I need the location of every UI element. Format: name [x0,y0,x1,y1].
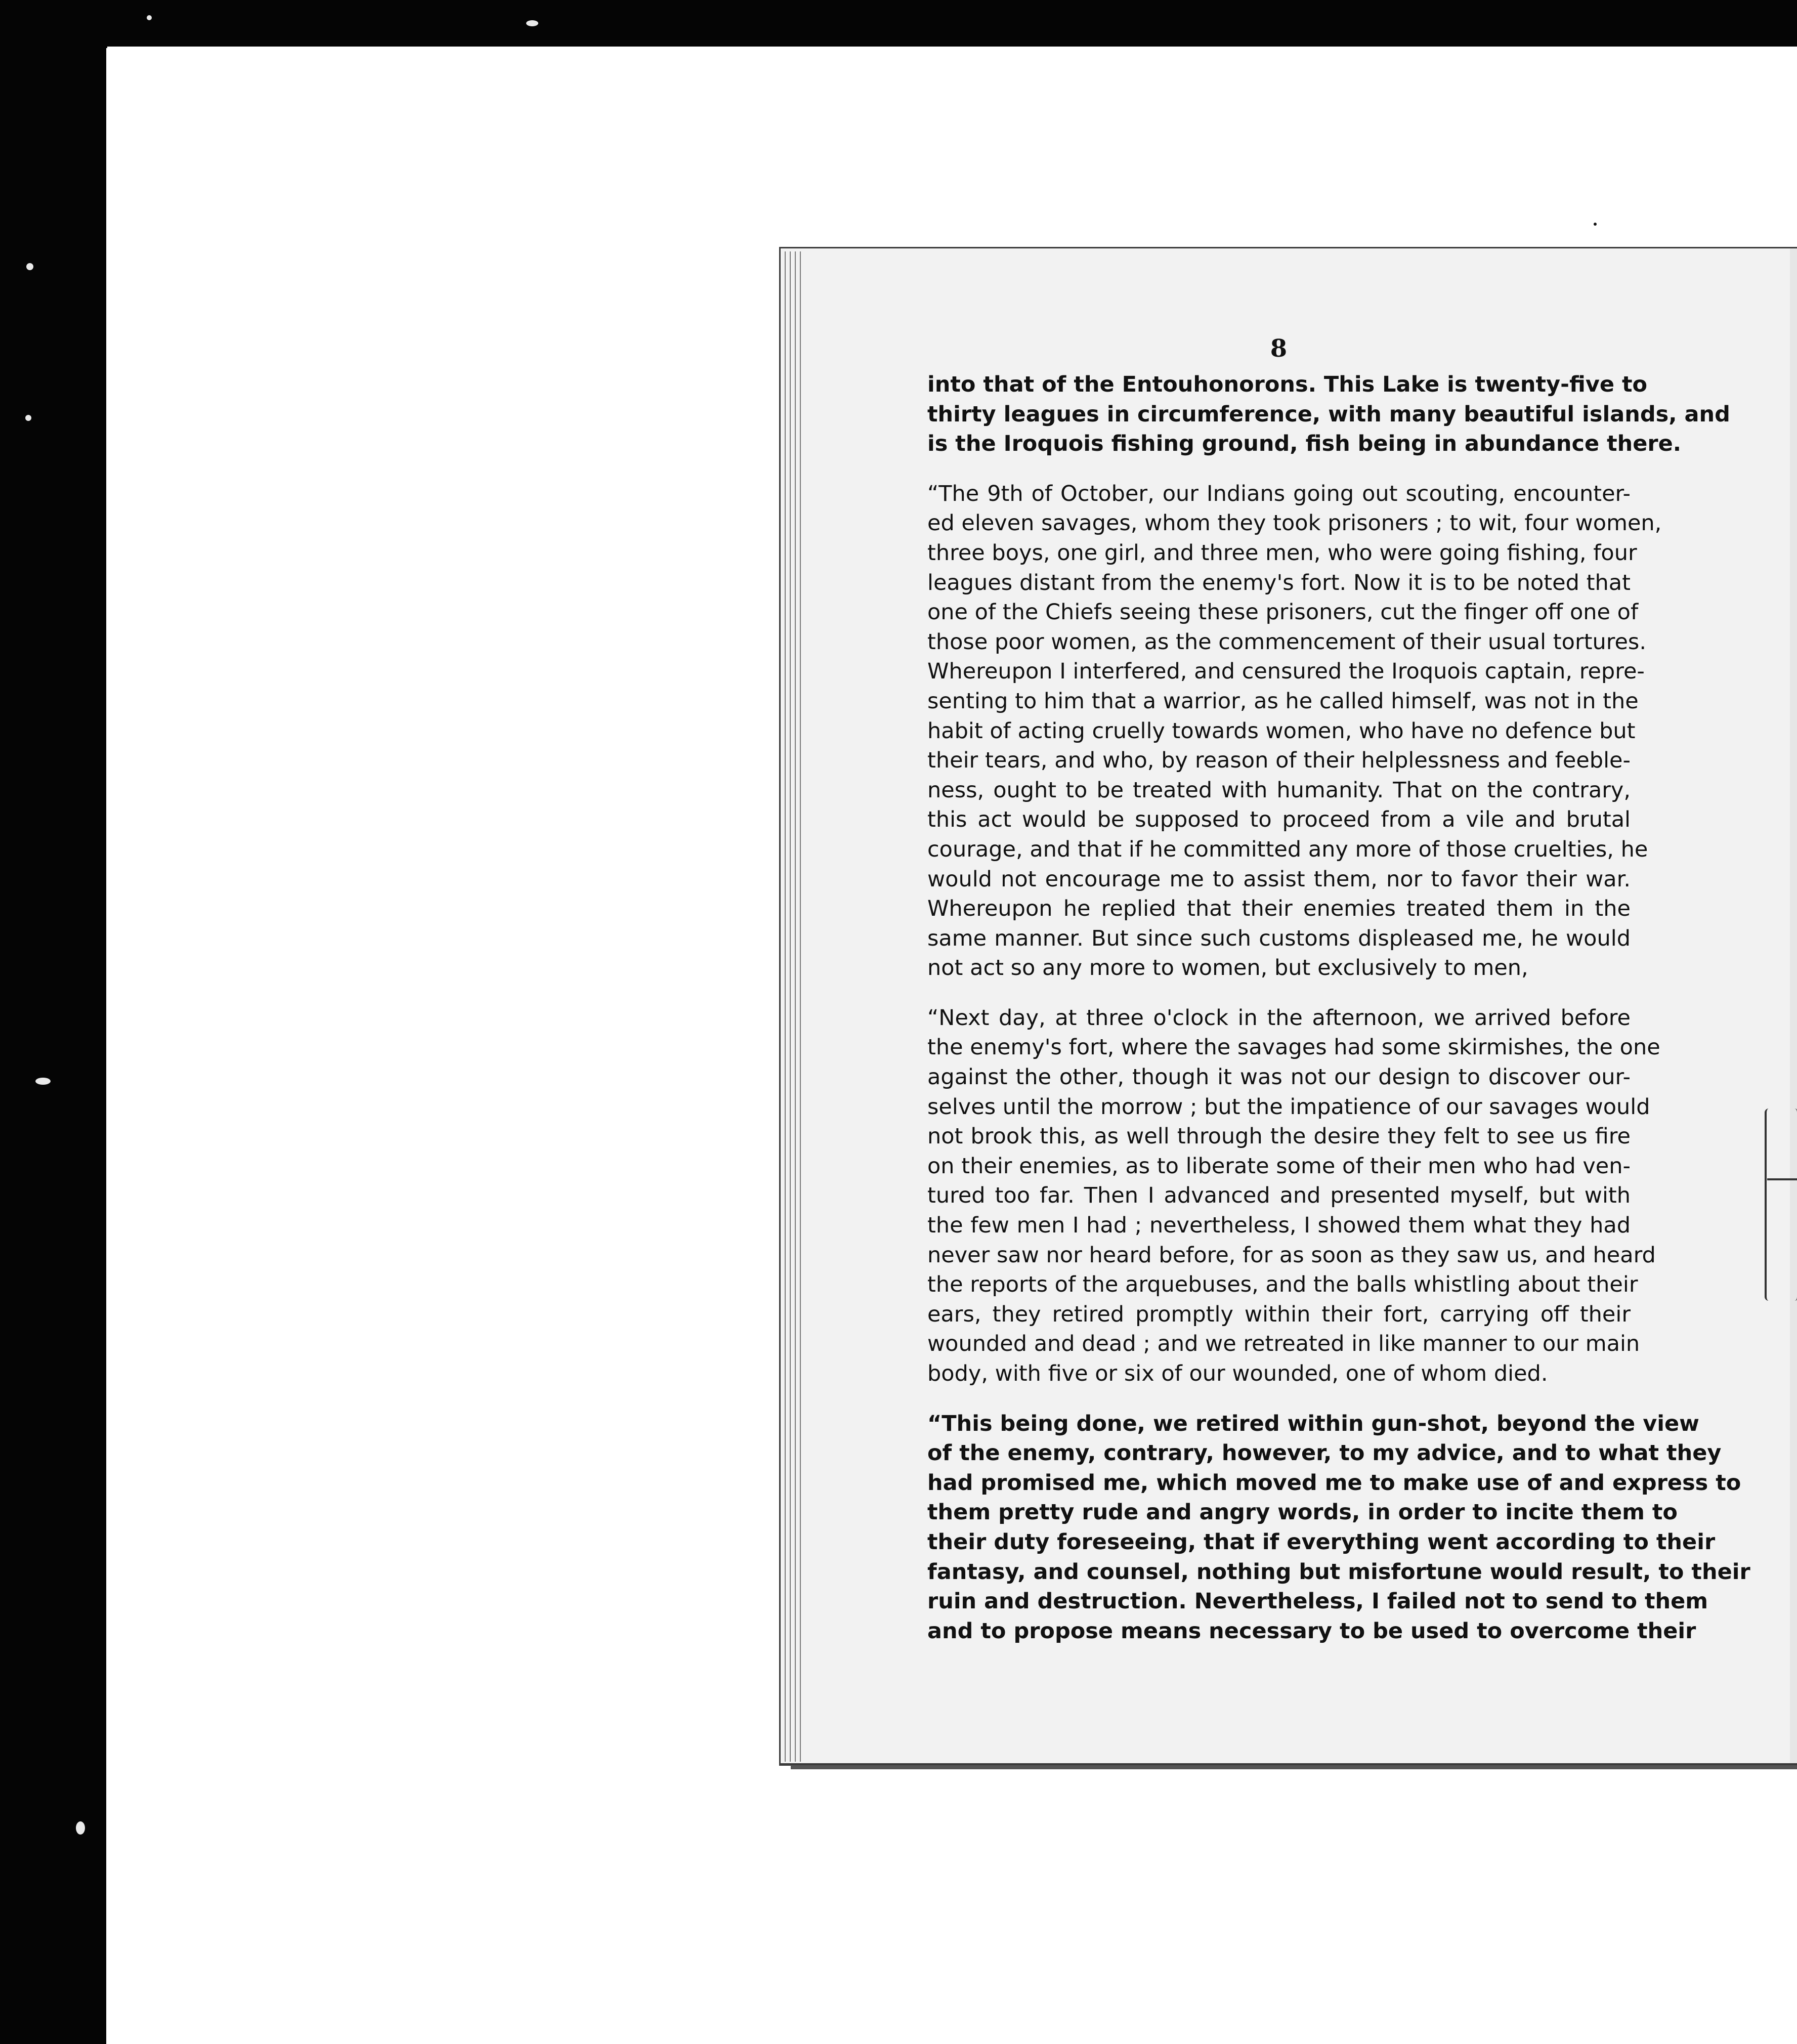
body-text [927,370,1750,1646]
paragraph-1 [927,370,1730,459]
text-line: ruin and destruction. Nevertheless, I failed not to send to them [927,1589,1708,1614]
border-speck [35,1078,51,1085]
text-line: senting to him that a warrior, as he called himself, was not in the [927,688,1639,714]
text-line: had promised me, which moved me to make use of and express to [927,1470,1741,1496]
text-line: their tears, and who, by reason of their helplessness and feeble- [927,748,1631,774]
text-line: them pretty rude and angry words, in order to incite them to [927,1500,1678,1525]
page-speck [1594,223,1597,226]
text-line: one of the Chiefs seeing these prisoners, cut the finger off one of [927,600,1639,625]
text-line: selves until the morrow ; but the impatience of our savages would [927,1094,1650,1120]
text-line: “Next day, at three o'clock in the afternoon, we arrived before [927,1005,1631,1031]
border-speck [526,20,538,26]
page-number-text: 8 [1270,334,1288,363]
text-line: courage, and that if he committed any more of those cruelties, he [927,836,1648,862]
border-speck [76,1821,85,1835]
text-line: body, with five or six of our wounded, one of whom died. [927,1361,1548,1386]
text-line: on their enemies, as to liberate some of their men who had ven- [927,1153,1631,1179]
text-line: their duty foreseeing, that if everything went according to their [927,1529,1716,1555]
text-line: three boys, one girl, and three men, who were going fishing, four [927,540,1637,566]
text-line: is the Iroquois fishing ground, fish being in abundance there. [927,431,1682,457]
text-line: tured too far. Then I advanced and presented myself, but with [927,1183,1631,1209]
text-line: never saw nor heard before, for as soon as they saw us, and heard [927,1242,1656,1268]
page-number [781,334,1797,363]
text-line: this act would be supposed to proceed from a vile and brutal [927,807,1631,833]
page-bottom-shadow [791,1765,1797,1769]
text-line: ness, ought to be treated with humanity. That on the contrary, [927,777,1631,803]
page-right-fold [1790,248,1797,1763]
text-line: wounded and dead ; and we retreated in like manner to our main [927,1331,1640,1357]
text-line: same manner. But since such customs displeased me, he would [927,925,1631,951]
text-line: not act so any more to women, but exclusively to men, [927,955,1528,981]
text-line: ed eleven savages, whom they took prisoners ; to wit, four women, [927,510,1662,536]
fold-mark-crossbar [1767,1178,1797,1180]
border-speck [147,15,152,20]
fold-mark [1765,1109,1797,1301]
text-line: habit of acting cruelly towards women, who have no defence but [927,718,1636,744]
text-line: leagues distant from the enemy's fort. Now it is to be noted that [927,570,1631,595]
text-line: fantasy, and counsel, nothing but misfortune would result, to their [927,1559,1750,1585]
text-line: Whereupon I interfered, and censured the Iroquois captain, repre- [927,659,1645,685]
paragraph-2 [927,479,1662,983]
text-line: and to propose means necessary to be used to overcome their [927,1618,1696,1644]
text-line: against the other, though it was not our design to discover our- [927,1064,1631,1090]
paragraph-gap [927,1389,1631,1409]
text-line: not brook this, as well through the desire they felt to see us fire [927,1124,1631,1149]
border-speck [26,263,33,270]
text-line: the reports of the arquebuses, and the balls whistling about their [927,1272,1638,1298]
text-line: thirty leagues in circumference, with many beautiful islands, and [927,401,1730,427]
page-edge-line [785,251,786,1762]
text-line: ears, they retired promptly within their fort, carrying off their [927,1301,1631,1327]
scan-left-border [0,0,106,2044]
page-edge-line [795,251,796,1762]
text-line: the few men I had ; nevertheless, I showed them what they had [927,1213,1631,1239]
paragraph-3 [927,1003,1660,1389]
text-line: those poor women, as the commencement of their usual tortures. [927,629,1646,655]
page-edge-line [790,251,791,1762]
paragraph-gap [927,983,1631,1003]
text-line: the enemy's fort, where the savages had some skirmishes, the one [927,1035,1660,1060]
book-page [779,247,1797,1766]
text-line: of the enemy, contrary, however, to my advice, and to what they [927,1440,1722,1466]
paragraph-4 [927,1409,1750,1646]
text-line: Whereupon he replied that their enemies treated them in the [927,896,1631,922]
text-line: would not encourage me to assist them, nor to favor their war. [927,866,1631,892]
border-speck [25,415,31,421]
text-line: “The 9th of October, our Indians going out scouting, encounter- [927,481,1631,506]
paragraph-gap [927,459,1631,479]
text-line: into that of the Entouhonorons. This Lake is twenty-five to [927,372,1648,397]
text-line: “This being done, we retired within gun-shot, beyond the view [927,1411,1699,1436]
page-edge-line [800,251,801,1762]
scan-top-border [0,0,1797,48]
